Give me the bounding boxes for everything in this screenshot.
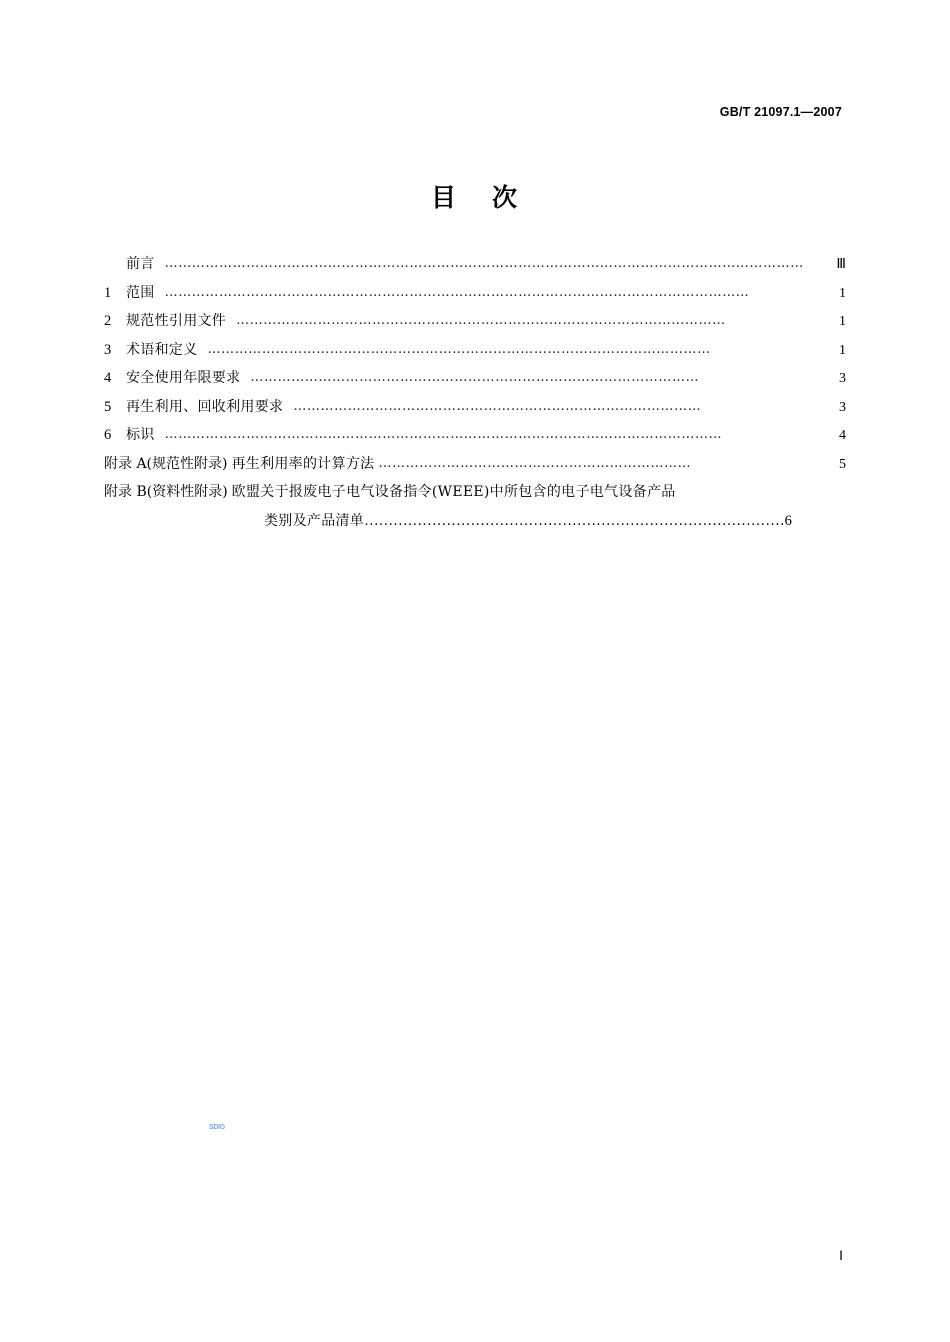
toc-entry-terms-definitions[interactable] <box>104 342 846 359</box>
toc-entry-page: 3 <box>839 371 846 386</box>
toc-entry-number: 3 <box>104 341 112 358</box>
toc-annex-label: 再生利用率的计算方法 <box>231 455 375 472</box>
toc-entry-safe-use-period[interactable] <box>104 370 846 387</box>
toc-entry-normative-references[interactable] <box>104 313 846 330</box>
page-header-standard-number: GB/T 21097.1—2007 <box>719 105 842 119</box>
table-of-contents <box>104 256 846 541</box>
toc-annex-prefix: 附录 A(规范性附录) <box>104 455 228 472</box>
toc-entry-label: 术语和定义 <box>126 341 198 358</box>
toc-entry-label: 安全使用年限要求 <box>126 370 241 386</box>
toc-entry-number: 6 <box>104 427 112 443</box>
toc-leader-dots: …………………………………………………………………………………………………………… <box>164 429 723 442</box>
toc-entry-page: 3 <box>839 399 846 415</box>
toc-leader-dots: ………………………………………………………………………………………………… <box>207 343 711 357</box>
page-title <box>0 178 950 214</box>
toc-leader-dots: …………………………………………………………… <box>378 457 692 471</box>
toc-entry-scope[interactable] <box>104 285 846 302</box>
toc-annex-label-continuation: 类别及产品清单 <box>264 512 365 529</box>
toc-entry-page: 1 <box>839 314 846 329</box>
toc-annex-label: 欧盟关于报废电子电气设备指令(WEEE)中所包含的电子电气设备产品 <box>231 484 676 500</box>
toc-entry-number: 4 <box>104 370 112 386</box>
toc-entry-label: 范围 <box>126 284 155 301</box>
toc-entry-label: 标识 <box>126 427 155 443</box>
toc-annex-prefix: 附录 B(资料性附录) <box>104 484 228 500</box>
toc-entry-number: 1 <box>104 284 112 301</box>
watermark-logo: SDIG <box>209 1123 225 1131</box>
toc-entry-annex-b-continuation[interactable] <box>104 513 846 530</box>
toc-leader-dots: ……………………………………………………………………………………………… <box>236 315 726 328</box>
toc-entry-label: 再生利用、回收利用要求 <box>126 398 284 415</box>
toc-entry-annex-a[interactable] <box>104 456 846 473</box>
toc-entry-page: 6 <box>784 512 792 529</box>
page-title-right: 次 <box>492 183 520 212</box>
toc-entry-marking[interactable] <box>104 427 846 444</box>
toc-entry-label: 前言 <box>126 256 155 272</box>
toc-entry-page: 1 <box>839 342 846 358</box>
toc-entry-recycling-requirements[interactable] <box>104 399 846 416</box>
toc-entry-page: Ⅲ <box>836 257 846 272</box>
toc-entry-label: 规范性引用文件 <box>126 313 227 329</box>
toc-entry-number: 5 <box>104 398 112 415</box>
page-title-left: 目 <box>430 183 458 212</box>
toc-leader-dots: ……………………………………………………………………………………… <box>250 372 700 385</box>
toc-entry-page: 1 <box>839 285 846 301</box>
page-folio: Ⅰ <box>839 1248 843 1263</box>
toc-leader-dots: …………………………………………………………………………………………………………………………… <box>164 258 804 271</box>
toc-leader-dots: …………………………………………………………………………… <box>364 512 785 529</box>
toc-leader-dots: ………………………………………………………………………………………………………………… <box>164 286 750 300</box>
toc-entry-page: 4 <box>839 428 846 443</box>
toc-entry-number: 2 <box>104 313 112 329</box>
toc-entry-foreword[interactable] <box>104 256 846 273</box>
toc-entry-annex-b[interactable] <box>104 484 846 501</box>
toc-entry-page: 5 <box>839 456 846 472</box>
toc-leader-dots: ……………………………………………………………………………… <box>293 400 702 414</box>
